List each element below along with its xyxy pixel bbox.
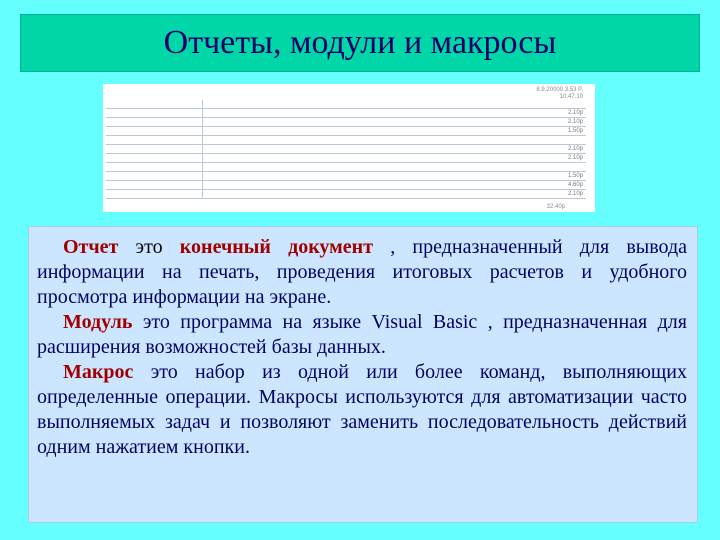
- report-cell: 2.10р: [409, 118, 586, 127]
- report-text-1: это: [118, 236, 180, 258]
- report-cell: [106, 163, 203, 172]
- report-cell: [203, 118, 258, 127]
- report-cell: [106, 136, 203, 145]
- report-cell: [308, 172, 359, 181]
- report-cell: [358, 127, 409, 136]
- report-cell: [203, 145, 258, 154]
- report-table: [106, 100, 586, 199]
- report-cell: [308, 100, 359, 109]
- report-cell: [257, 136, 308, 145]
- report-row: [106, 127, 586, 136]
- report-cell: [203, 127, 258, 136]
- report-cell: [409, 100, 586, 109]
- definitions-box: [28, 226, 698, 523]
- report-cell: [358, 163, 409, 172]
- report-cell: [106, 145, 203, 154]
- report-cell: [308, 127, 359, 136]
- report-row: [106, 172, 586, 181]
- report-cell: 2.10р: [409, 109, 586, 118]
- report-cell: 2.10р: [409, 190, 586, 199]
- report-cell: 4.60р: [409, 181, 586, 190]
- report-cell: [308, 163, 359, 172]
- report-cell: [257, 127, 308, 136]
- report-cell: 1.50р: [409, 127, 586, 136]
- report-header: [536, 87, 583, 101]
- report-cell: [358, 145, 409, 154]
- report-text-2: , предназначенный для вывода информации на печать, проведения итоговых расчетов и удобного просмотра информации на экране.: [37, 236, 687, 308]
- report-row: [106, 190, 586, 199]
- report-cell: [308, 118, 359, 127]
- report-cell: [257, 145, 308, 154]
- report-cell: [358, 100, 409, 109]
- report-cell: [106, 100, 203, 109]
- report-cell: [358, 109, 409, 118]
- report-row: [106, 109, 586, 118]
- report-emphasis: конечный документ: [179, 236, 374, 258]
- report-row: [106, 181, 586, 190]
- macro-text: это набор из одной или более команд, выполняющих определенные операции. Макросы используются для автоматизации часто выполняемых задач и позволяют заменить последовательность действий одним нажатием кнопки.: [37, 361, 687, 458]
- report-cell: [358, 172, 409, 181]
- report-cell: [106, 109, 203, 118]
- report-cell: [308, 136, 359, 145]
- report-cell: [106, 118, 203, 127]
- slide-title-bar: [20, 14, 700, 72]
- report-cell: [308, 154, 359, 163]
- report-cell: 1.50р: [409, 172, 586, 181]
- report-cell: [203, 190, 258, 199]
- report-cell: [203, 154, 258, 163]
- report-cell: [257, 109, 308, 118]
- report-cell: [203, 172, 258, 181]
- report-cell: [358, 136, 409, 145]
- report-cell: [203, 136, 258, 145]
- report-cell: 2.10р: [409, 154, 586, 163]
- report-header-line-2: 10.47.10: [559, 94, 583, 100]
- report-cell: [308, 145, 359, 154]
- module-text: это программа на языке Visual Basic , предназначенная для расширения возможностей базы данных.: [37, 311, 687, 358]
- report-cell: [257, 163, 308, 172]
- report-cell: [203, 109, 258, 118]
- report-cell: [358, 118, 409, 127]
- report-cell: [409, 163, 586, 172]
- report-cell: [308, 190, 359, 199]
- report-header-line-1: 8.9.20000 3.53 P.: [536, 87, 583, 93]
- report-screenshot: [103, 84, 595, 212]
- report-row: [106, 163, 586, 172]
- report-row: [106, 145, 586, 154]
- report-cell: [257, 181, 308, 190]
- report-cell: [308, 109, 359, 118]
- report-cell: [106, 154, 203, 163]
- report-cell: [106, 127, 203, 136]
- report-row: [106, 136, 586, 145]
- report-cell: [358, 190, 409, 199]
- report-cell: [257, 118, 308, 127]
- macro-definition: [37, 360, 687, 460]
- report-cell: [358, 181, 409, 190]
- report-row: [106, 154, 586, 163]
- report-cell: [203, 100, 258, 109]
- report-definition: [37, 235, 687, 310]
- module-term: Модуль: [63, 311, 133, 333]
- report-cell: [409, 136, 586, 145]
- report-cell: 2.10р: [409, 145, 586, 154]
- report-cell: [257, 100, 308, 109]
- report-row: [106, 118, 586, 127]
- macro-term: Макрос: [63, 361, 134, 383]
- report-cell: [106, 181, 203, 190]
- module-definition: [37, 310, 687, 360]
- report-term: Отчет: [63, 236, 119, 258]
- report-cell: [106, 172, 203, 181]
- report-cell: [358, 154, 409, 163]
- report-cell: [106, 190, 203, 199]
- report-cell: [203, 163, 258, 172]
- report-row: [106, 100, 586, 109]
- report-cell: [203, 181, 258, 190]
- report-cell: [308, 181, 359, 190]
- report-cell: [257, 154, 308, 163]
- slide-title: Отчеты, модули и макросы: [163, 24, 557, 61]
- report-cell: [257, 190, 308, 199]
- report-total: 32.40р: [546, 204, 565, 210]
- report-cell: [257, 172, 308, 181]
